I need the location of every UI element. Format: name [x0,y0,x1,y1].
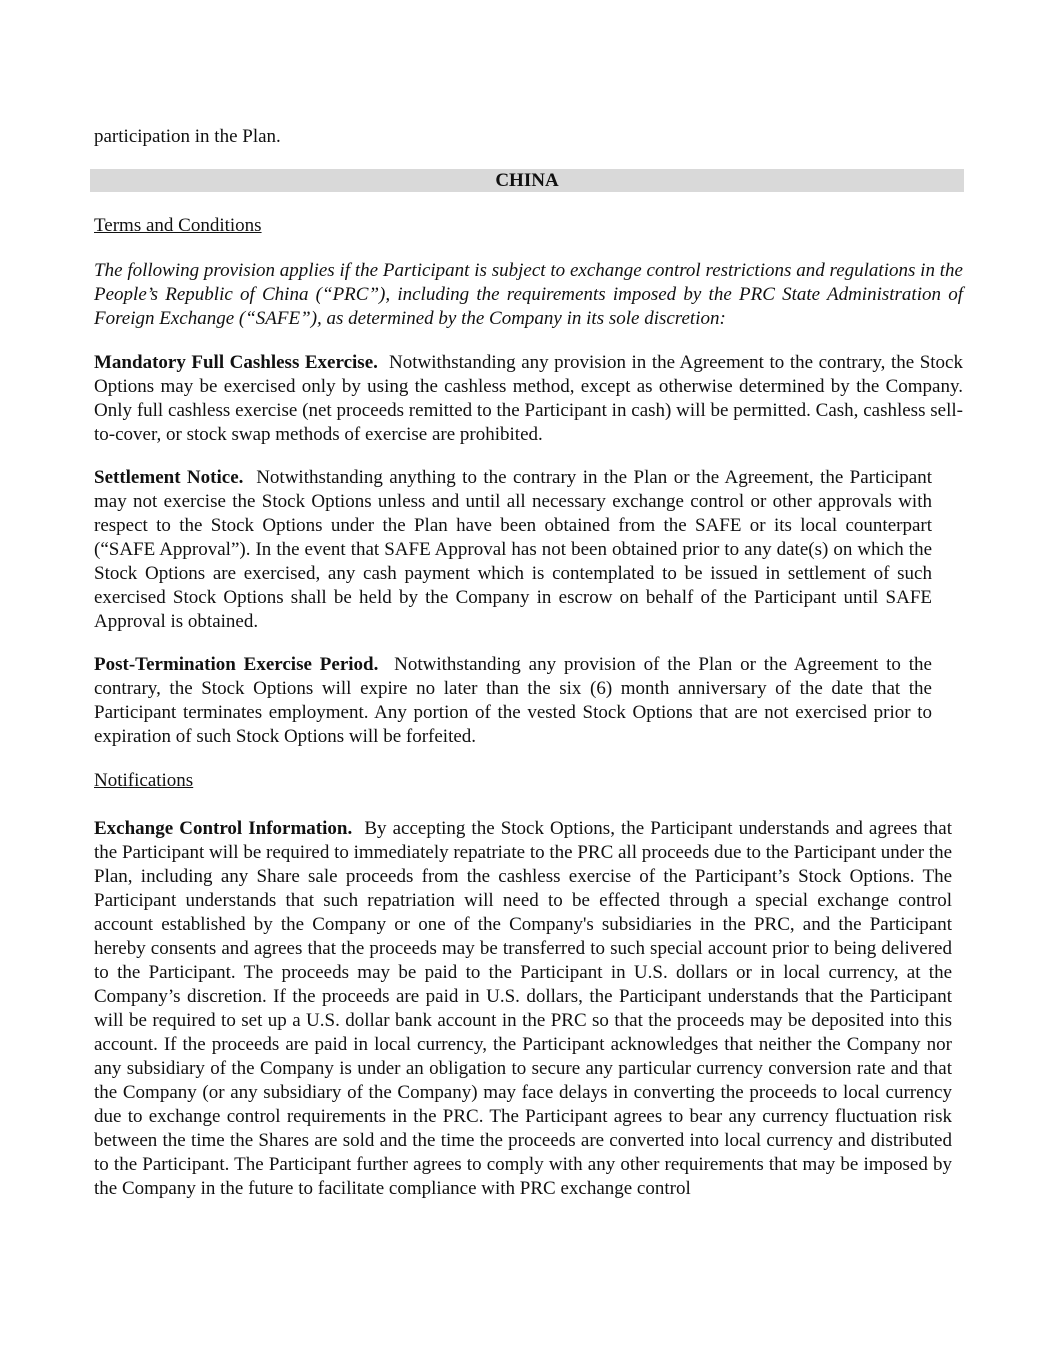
terms-heading: Terms and Conditions [94,215,262,236]
intro-paragraph: The following provision applies if the Participant is subject to exchange control restrictions and regulations in the People’s Republic of China (“PRC”), including the requirements imposed by the PRC State Administration of Foreign Exchange (“SAFE”), as determined by the Company in its sole discretion: [94,260,963,329]
exchange-control-paragraph [94,817,952,1201]
notifications-heading: Notifications [94,770,194,791]
exchange-control-body: By accepting the Stock Options, the Participant understands and agrees that the Participant will be required to immediately repatriate to the PRC all proceeds due to the Participant under the Plan, including any Share sale proceeds from the cashless exercise of the Participant’s Stock Options. The Participant understands that such repatriation will need to be effected through a special exchange control account established by the Company or one of the Company's subsidiaries in the PRC, and the Participant hereby consents and agrees that the proceeds may be transferred to such special account prior to being delivered to the Participant. The proceeds may be paid to the Participant in U.S. dollars or in local currency, at the Company’s discretion. If the proceeds are paid in U.S. dollars, the Participant understands that the Participant will be required to set up a U.S. dollar bank account in the PRC so that the proceeds may be deposited into this account. If the proceeds are paid in local currency, the Participant acknowledges that neither the Company nor any subsidiary of the Company is under an obligation to secure any particular currency conversion rate and that the Company (or any subsidiary of the Company) may face delays in converting the proceeds to local currency due to exchange control requirements in the PRC. The Participant agrees to bear any currency fluctuation risk between the time the Shares are sold and the time the proceeds are converted into local currency and distributed to the Participant. The Participant further agrees to comply with any other requirements that may be imposed by the Company in the future to facilitate compliance with PRC exchange control [94,818,952,1199]
post-termination-title: Post-Termination Exercise Period. [94,654,379,675]
exchange-control-title: Exchange Control Information. [94,818,353,839]
mandatory-exercise-body: Notwithstanding any provision in the Agreement to the contrary, the Stock Options may be exercised only by using the cashless method, except as otherwise determined by the Company. Only full cashless exercise (net proceeds remitted to the Participant in cash) will be permitted. Cash, cashless sell-to-cover, or stock swap methods of exercise are prohibited. [94,352,963,445]
post-termination-paragraph [94,653,932,749]
continuation-text: participation in the Plan. [94,126,281,147]
settlement-notice-title: Settlement Notice. [94,467,244,488]
post-termination-body: Notwithstanding any provision of the Plan or the Agreement to the contrary, the Stock Options will expire no later than the six (6) month anniversary of the date that the Participant terminates employment. Any portion of the vested Stock Options that are not exercised prior to expiration of such Stock Options will be forfeited. [94,654,932,747]
mandatory-exercise-title: Mandatory Full Cashless Exercise. [94,352,378,373]
settlement-notice-body: Notwithstanding anything to the contrary in the Plan or the Agreement, the Participant may not exercise the Stock Options unless and until all necessary exchange control or other approvals with respect to the Stock Options under the Plan have been obtained from the SAFE or its local counterpart (“SAFE Approval”). In the event that SAFE Approval has not been obtained prior to any date(s) on which the Stock Options are exercised, any cash payment which is contemplated to be issued in settlement of such exercised Stock Options shall be held by the Company in escrow on behalf of the Participant until SAFE Approval is obtained. [94,467,932,632]
settlement-notice-paragraph [94,466,932,634]
section-title-bar: CHINA [90,169,964,192]
mandatory-exercise-paragraph [94,351,963,447]
